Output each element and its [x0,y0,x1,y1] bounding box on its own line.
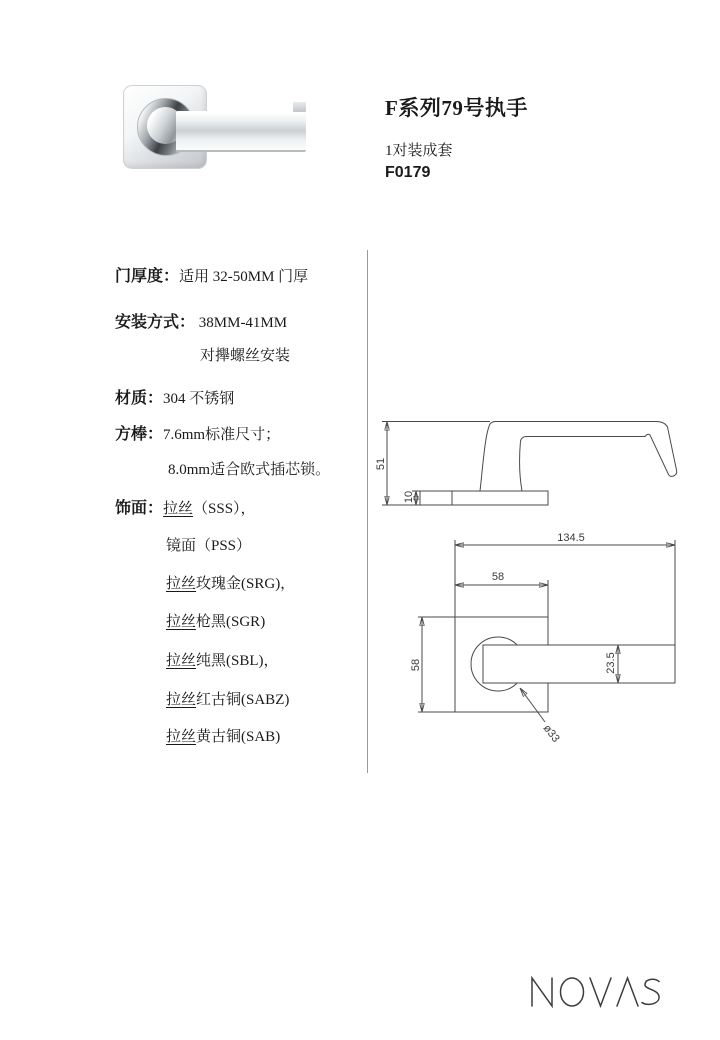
spec-row-finish-sgr: 拉丝枪黑(SGR) [166,614,266,630]
dim-label-51: 51 [375,457,387,471]
spec-value: 对攑螺丝安装 [200,348,291,364]
spec-label: 安装方式： [115,314,196,331]
front-lever-outline [483,645,675,683]
spec-row-installation-2 [200,344,290,365]
logo-letter-o [561,978,584,1006]
photo-lever-tip [293,102,306,112]
spec-row-finish-sss: 饰面：拉丝（SSS）， [115,500,256,517]
spec-value: 38MM-41MM [198,315,288,331]
product-packaging: 1对装成套 [385,143,453,159]
column-divider [367,250,368,773]
spec-row-finish-sab: 拉丝黄古铜(SAB) [166,729,281,745]
spec-label: 方棒： [115,426,164,443]
spec-value: 7.6mm标准尺寸； [163,427,281,443]
dim-label-134-5: 134.5 [557,532,585,544]
spec-row-finish-sbl: 拉丝纯黑(SBL)， [166,653,279,669]
side-view-drawing [373,403,693,521]
logo-letter-n [532,978,552,1006]
spec-row-door-thickness [115,263,308,286]
spec-value: 纯黑(SBL)， [196,653,279,669]
spec-label: 材质： [115,390,164,407]
spec-value: 黄古铜(SAB) [196,729,281,745]
spec-row-finish-pss [166,534,251,555]
spec-label: 门厚度： [115,268,180,285]
dim-label-23-5: 23.5 [605,652,617,674]
dim-label-dia-33: ø33 [540,722,562,745]
spec-value: （SSS）， [193,501,256,517]
logo-letter-a [617,978,638,1006]
brand-logo [528,975,673,1009]
spec-row-material [115,385,234,408]
spec-value: 8.0mm适合欧式插芯锁。 [168,462,331,478]
dim-label-10: 10 [403,490,415,504]
logo-letter-v [590,978,611,1006]
spec-value: 304 不锈钢 [163,391,235,407]
spec-row-spindle [115,421,280,444]
brand-name-text [0,0,1,1]
spec-value: 红古铜(SABZ) [196,692,290,708]
spec-row-installation [115,309,287,332]
dim-label-58-left: 58 [410,658,422,672]
side-rose-outline [420,491,548,505]
product-title: F系列79号执手 [385,96,528,120]
side-lever-profile [480,422,677,492]
photo-lever [176,111,306,152]
logo-letter-s [642,979,659,1004]
spec-row-finish-srg: 拉丝玫瑰金(SRG)， [166,576,296,592]
spec-label: 饰面： [115,500,164,517]
dim-label-58-top: 58 [491,571,505,583]
spec-row-spindle-2 [168,458,330,479]
spec-row-finish-sabz: 拉丝红古铜(SABZ) [166,692,290,708]
spec-value: 适用 32-50MM 门厚 [179,269,309,285]
spec-value: 镜面（PSS） [166,538,252,554]
spec-value: 玫瑰金(SRG)， [196,576,296,592]
front-view-drawing [395,530,695,765]
product-photo [116,78,321,178]
spec-value: 枪黑(SGR) [196,614,266,630]
product-model-code: F0179 [385,164,431,181]
